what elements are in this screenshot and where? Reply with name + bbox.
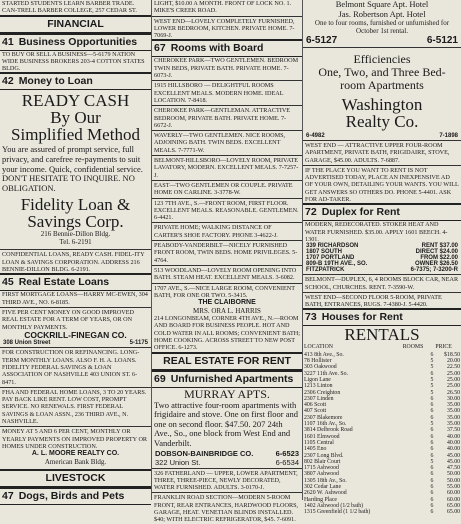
rental-rooms: 5 <box>430 358 434 365</box>
section-header-69 <box>152 370 302 388</box>
divider <box>0 387 151 388</box>
classified-ad: 123 7TH AVE., S.—FRONT ROOM, FIRST FLOOR. EXCELLENT MEALS. REASONABLE. GENTLEMEN. 6-4421. <box>154 199 299 222</box>
rental-rooms: 6 <box>430 427 434 434</box>
section-header-livestock: LIVESTOCK <box>0 469 151 487</box>
rental-rooms: 6 <box>430 395 434 402</box>
ad-headline: Belmont Square Apt. Hotel <box>335 0 429 9</box>
divider <box>152 130 302 131</box>
divider <box>0 426 151 427</box>
ad-headline: Simplified Method <box>11 125 140 145</box>
divider <box>152 222 302 223</box>
rental-price: 25.00 <box>446 370 460 377</box>
ad-contact-line <box>0 340 151 346</box>
section-number: 45 <box>2 276 14 289</box>
column-header: PRICE <box>435 344 452 351</box>
divider <box>152 240 302 241</box>
section-number: 69 <box>154 372 166 385</box>
section-title: Rooms with Board <box>170 42 264 55</box>
divider <box>303 165 461 166</box>
rental-location: 406 Scott <box>304 402 327 409</box>
rental-location: 2307 Linden <box>304 395 334 402</box>
rental-location: 78 Hollister <box>304 358 332 365</box>
rental-price: 40.00 <box>446 446 460 453</box>
column-header: ROOMS <box>402 344 424 351</box>
rental-location: 407 Scott <box>304 408 327 415</box>
section-number: 67 <box>154 42 166 55</box>
claiborne-ad <box>152 299 302 351</box>
duplex-list <box>303 243 461 273</box>
rental-price: 35.00 <box>446 402 460 409</box>
rental-location: 1105 Central <box>304 439 334 446</box>
rental-location: Ligon Lane <box>304 376 331 383</box>
rental-rooms: 6 <box>430 471 434 478</box>
column-apartments <box>303 0 461 516</box>
rental-rooms: 5 <box>430 364 434 371</box>
divider <box>152 180 302 181</box>
ad-address: 216 Bennie-Dillon Bldg. <box>40 230 111 239</box>
rental-rooms: 6 <box>430 452 434 459</box>
rental-location: 3227 11th Ave. So. <box>304 370 348 377</box>
classified-ad: TO BUY OR SELL A BUSINESS—5-6179 NATION WIDE BUSINESS BROKERS 203-4 COTTON STATES BLDG. <box>2 50 145 73</box>
ad-phone: 5-1175 <box>129 340 148 347</box>
divider <box>152 265 302 266</box>
ad-subheadline: MRS. ORA L. HARRIS <box>193 307 261 316</box>
duplex-info: FROM $22.00 <box>420 255 458 262</box>
rental-price: 55.00 <box>446 483 460 490</box>
classified-ad: STARTED STUDENTS LEARN BARBER TRADE. CAN-TRELL BARBER COLLEGE, 257 CEDAR ST. <box>2 0 137 15</box>
divider <box>152 198 302 199</box>
ad-body: You are assured of prompt service, full privacy, and carefree re-payments to suit your income. Quick, confidential service. DON'T HESITATE TO INQUIRE. NO OBLIGATION. <box>2 144 143 193</box>
rental-rooms: 5 <box>430 376 434 383</box>
rental-rooms: 6 <box>430 465 434 472</box>
ad-headline: READY CASH <box>21 91 130 111</box>
ad-contact-line <box>303 35 461 46</box>
section-number: 73 <box>305 311 317 324</box>
rental-location: 1715 Ashwood <box>304 465 339 472</box>
rental-price: 20.00 <box>446 358 460 365</box>
ad-company-name: COCKRILL-FINEGAN CO. <box>24 329 127 340</box>
rental-location: 1305 18th Av., So. <box>304 477 347 484</box>
duplex-info: DIRECT $24.00 <box>415 249 458 256</box>
duplex-address: 1807 SOUTH <box>306 249 343 256</box>
section-title: Unfurnished Apartments <box>170 372 294 385</box>
rental-location: 1315 Greenfield (1 1/2 bath) <box>304 509 371 516</box>
section-title: Duplex for Rent <box>321 206 400 219</box>
ad-headline: RENTALS <box>344 325 420 345</box>
ad-company-name: Realty Co. <box>345 112 419 131</box>
rental-price: 25.00 <box>446 383 460 390</box>
rental-price: 65.00 <box>446 509 460 516</box>
rental-price: 50.00 <box>446 471 460 478</box>
classified-ad: 513 WOODLAND—LOVELY ROOM OPENING INTO BATH. STEAM HEAT. EXCELLENT MEALS. 3-6082. <box>154 266 297 282</box>
section-header-73 <box>303 308 461 326</box>
fidelity-display-ad <box>0 90 151 248</box>
ad-headline: MURRAY APTS. <box>184 386 270 401</box>
divider <box>152 16 302 17</box>
rental-price: 45.00 <box>446 452 460 459</box>
ad-headline: room Apartments <box>340 78 424 92</box>
section-number: 42 <box>2 75 14 88</box>
ad-contact-line <box>152 449 302 458</box>
rental-price: 40.00 <box>446 433 460 440</box>
rental-price: 50.00 <box>446 477 460 484</box>
rental-location: 1601 Elmwood <box>304 433 340 440</box>
column-header: LOCATION <box>304 344 333 351</box>
divider <box>303 292 461 293</box>
rental-rooms: 6 <box>430 408 434 415</box>
classified-ad: CONFIDENTIAL LOANS, READY CASH. FIDEL-ITY LOAN & SAVINGS CORPORATION. ADDRESS 216 BENNIE-DILLON BLDG. 6-2191. <box>2 251 145 274</box>
section-title: Money to Loan <box>18 75 93 88</box>
ad-phone: 6-6534 <box>275 457 299 467</box>
duplex-address: 339 RICHARDSON <box>306 243 359 250</box>
classified-ad: PRIVATE HOME; WALKING DISTANCE OF CARTER'S SHOE FACTORY. PHONE 3-4622-J. <box>154 224 278 239</box>
ad-headline: Efficiencies <box>353 52 411 66</box>
rental-rooms: 5 <box>430 421 434 428</box>
rental-price: 47.50 <box>446 465 460 472</box>
section-header-41 <box>0 33 151 51</box>
rental-location: 2307 Blakemore <box>304 414 343 421</box>
rental-location: 413 8th Ave., So. <box>304 351 344 358</box>
table-row <box>303 509 461 515</box>
rental-location: 1402 Ashwood (1/2 bath) <box>304 502 364 509</box>
classified-ad: FHA AND FEDERAL HOME LOANS, 3 TO 20 YEARS. PAY BACK LIKE RENT. LOW COST, PROMPT SERVICE. NO RENEWALS. FIRST FEDERAL SAVINGS & LOAN ASSN., 236 THIRD AVE., N. NASHVILLE. <box>2 388 147 425</box>
classified-ad: WEST END — ATTRACTIVE UPPER FOUR-ROOM APARTMENT, PRIVATE BATH, FRIGIDAIRE, STOVE, GARAGE, $45.00. ADULTS. 7-6887. <box>305 142 450 164</box>
rental-rooms: 6 <box>430 490 434 497</box>
section-title: Dogs, Birds and Pets <box>18 490 125 503</box>
rental-price: 40.00 <box>446 439 460 446</box>
section-header-real-estate: REAL ESTATE FOR RENT <box>152 352 302 370</box>
rental-rooms: 6 <box>430 370 434 377</box>
ad-company-name: Fidelity Loan & <box>20 195 131 215</box>
divider <box>0 347 151 348</box>
rental-rooms: 6 <box>430 402 434 409</box>
rental-rooms: 6 <box>430 351 434 358</box>
rental-location: 2620 W. Ashwood <box>304 490 347 497</box>
divider <box>152 80 302 81</box>
ad-phone: 7-1898 <box>439 133 458 139</box>
rental-price: $18.50 <box>444 351 460 358</box>
ad-headline: By Our <box>50 108 101 128</box>
rental-rooms: 6 <box>430 414 434 421</box>
rental-location: 2306 Creighton <box>304 389 341 396</box>
ad-headline: Jas. Robertson Apt. Hotel <box>338 8 426 19</box>
rental-rooms: 5 <box>430 383 434 390</box>
section-header-42 <box>0 72 151 90</box>
section-number: 72 <box>305 206 317 219</box>
section-title: Business Opportunities <box>18 35 138 48</box>
rental-location: 302 Cedar Lane <box>304 483 342 490</box>
table-header-row <box>303 343 461 351</box>
ad-phone: Tel. 6-2191 <box>59 238 92 247</box>
rental-rooms: 6 <box>430 477 434 484</box>
ad-body: One to four rooms, furnished or unfurnished for October 1st rental. <box>314 19 450 35</box>
column-financial <box>0 0 152 503</box>
rental-rooms: 6 <box>430 439 434 446</box>
rental-rooms: 6 <box>430 502 434 509</box>
ad-company-name: Washington <box>341 95 423 114</box>
classified-ad: IF THE PLACE YOU WANT TO RENT IS NOT ADVERTISED TODAY, PLACE AN INEXPENSIVE AD OF YOUR OWN, DETAILING YOUR WANTS. YOU WILL GET ANSWERS SO OTHERS DO. PHONE 5-4401. ASK FOR AD-TAKER. <box>305 166 459 204</box>
classified-ad: WEST END—SECOND FLOOR 5-ROOM, PRIVATE BATH, ENTRANCES, RUGS. 7-4380-J. 5-4420. <box>305 293 442 309</box>
classified-ad: LIGHT, $10.00 A MONTH. FRONT OF LOCK NO. 1. MIKE'S CREEK ROAD. <box>154 0 292 15</box>
rental-price: 65.00 <box>446 502 460 509</box>
duplex-address: FITZPATRICK <box>306 267 345 274</box>
classified-ad: 326 FATHERLAND — UPPER, LOWER APARTMENT, THREE, THREE-PIECE, NEWLY DECORATED, WATER FURNISHED. ADULTS. 3-0170-J. <box>154 469 298 492</box>
divider <box>152 492 302 493</box>
rental-rooms: 6 <box>430 433 434 440</box>
divider <box>152 283 302 284</box>
duplex-info: 6-7375; 7-3200-R <box>410 267 458 274</box>
classified-ad: FIRST MORTGAGE LOANS—HARRY MC-EWEN, 304 THIRD AVE., NO. 6-8185. <box>2 291 148 306</box>
ad-company-name: DOBSON-BAINBRIDGE CO. <box>155 448 254 458</box>
ad-address: American Bank Bldg. <box>44 458 107 467</box>
rentals-ad <box>303 326 461 515</box>
classified-ad: MONEY AT 5 AND 6 PER CENT, MONTHLY OR YEARLY PAYMENTS ON IMPROVED PROPERTY OR HOMES UNDER CONSTRUCTION. <box>2 428 148 450</box>
classified-ad: 1707 AVE., S.—NICE LARGE ROOM, CONVENIENT BATH, FOR ONE OR TWO. 5-3415. <box>154 284 295 299</box>
rental-price: 45.00 <box>446 458 460 465</box>
rental-price: 25.00 <box>446 376 460 383</box>
rental-location: 2307 Long Blvd. <box>304 452 344 459</box>
rental-location: 1405 Eno <box>304 446 327 453</box>
rental-price: 60.00 <box>446 496 460 503</box>
classified-ad: BELMONT-HILLSBORO—LOVELY ROOM, PRIVATE LAVATORY, MODERN. EXCELLENT MEALS. 7-7257-J. <box>154 157 299 179</box>
classified-ad: 1915 HILLSBORO — DELIGHTFUL ROOMS EXCELLENT MEALS. MODERN HOME. IDEAL LOCATION. 7-8418. <box>154 82 284 104</box>
divider <box>0 307 151 308</box>
ad-address: 308 Union Street <box>3 340 51 347</box>
divider <box>152 468 302 469</box>
classified-ad: MODERN, REDECORATED. STOKER HEAT AND WATER FURNISHED. $35.00. APPLY 1601 BEECH. 4-1301. <box>305 221 448 243</box>
duplex-info: OWNER $26.50 <box>414 261 458 268</box>
section-title: Houses for Rent <box>321 311 403 324</box>
rental-location: 303 Oakwood <box>304 364 337 371</box>
divider <box>0 249 151 250</box>
rental-rooms: 6 <box>430 509 434 516</box>
rental-rooms: 5 <box>430 458 434 465</box>
rental-price: 35.00 <box>446 414 460 421</box>
rental-location: 802 Blair Court <box>304 458 341 465</box>
classified-ad: EAST—TWO GENTLEMEN OR COUPLE. PRIVATE HOME ON CARLINE. 3-3778-W. <box>154 181 293 197</box>
rental-location: 3814 Delbrook Road <box>304 427 353 434</box>
rental-location: Harding Place <box>304 496 337 503</box>
rental-location: 1213 Linton <box>304 383 333 390</box>
rentals-table <box>303 343 461 515</box>
classified-ad: WEST END—LOVELY COMPLETELY FURNISHED, LOWER BEDROOM, KITCHEN. PRIVATE HOME. 7-7069-J. <box>154 17 295 40</box>
rental-price: 26.50 <box>446 389 460 396</box>
ad-headline: One, Two, and Three Bed- <box>318 65 446 79</box>
column-rooms <box>152 0 303 524</box>
ad-body: Two attractive four-room apartments with frigidaire and stove. One on first floor and one on second floor. $47.50. 207 24th Ave., So., one block from West End and Vanderbilt. <box>154 399 298 448</box>
rooms-ad-list <box>152 57 302 299</box>
classified-ad: FRANKLIN ROAD SECTION—MODERN 5-ROOM FRONT, REAR ENTRANCES, HARDWOOD FLOORS, GARAGE, HEAT. VENETIAN BLINDS INSTALLED. $40; WITH ELECTRIC REFRIGERATOR, $45. 7-6091. <box>154 494 299 524</box>
section-header-67 <box>152 39 302 57</box>
rental-price: 37.50 <box>446 427 460 434</box>
section-header-financial: FINANCIAL <box>0 15 151 33</box>
classified-ad: FOR CONSTRUCTION OR REFINANCING. LONG-TERM MONTHLY LOANS. ALSO F. H. A. LOANS. FIDELITY FEDERAL SAVINGS & LOAN ASSOCIATION OF NASHVILLE 403 UNION ST. 6-8471. <box>2 349 140 386</box>
rental-rooms: 6 <box>430 496 434 503</box>
classified-ad: 214 LONGONBEAM, CORNER 4TH AVE., N.—ROOM AND BOARD FOR BUSINESS PEOPLE. HOT AND COLD WATER IN ALL ROOMS; CONVENIENT BATH; HOME COOKING. ACROSS STREET TO NEW POST OFFICE. 6-1273. <box>154 315 300 352</box>
divider <box>303 47 461 48</box>
divider <box>303 274 461 275</box>
list-item <box>303 267 461 273</box>
ad-contact-line <box>303 133 461 139</box>
ad-company-name: Savings Corp. <box>27 212 124 232</box>
ad-company-name: A. L. MOORE REALTY CO. <box>31 450 120 458</box>
ad-phone: 6-5121 <box>426 35 458 46</box>
rental-price: 22.50 <box>446 364 460 371</box>
duplex-address: 809-B 19TH AVE., SO. <box>306 261 368 268</box>
ad-phone: 6-5127 <box>306 35 338 46</box>
duplex-address: 1707 PORTLAND <box>306 255 355 262</box>
rental-rooms: 5 <box>430 389 434 396</box>
classified-ad: CHEROKEE PARK—GENTLEMAN. ATTRACTIVE BEDROOM, PRIVATE BATH. PRIVATE HOME. 7-6672-J. <box>154 107 291 129</box>
murray-apts-ad <box>152 388 302 467</box>
section-header-45 <box>0 273 151 291</box>
rentals-body <box>303 352 461 516</box>
rental-price: 30.00 <box>446 395 460 402</box>
section-number: 47 <box>2 490 14 503</box>
classified-ad: BELMONT—DUPLEX, 6, 4 ROOMS BLOCK CAR, NEAR SCHOOL, CHURCHES. RENT. 7-3590-W. <box>305 276 459 291</box>
ad-address: 322 Union St. <box>155 457 201 467</box>
ad-phone: 6-4982 <box>306 133 325 139</box>
ad-contact-line <box>152 458 302 467</box>
rental-price: 35.00 <box>446 421 460 428</box>
section-number: 41 <box>2 35 14 48</box>
rental-rooms: 6 <box>430 446 434 453</box>
rental-price: 60.00 <box>446 490 460 497</box>
section-header-72 <box>303 203 461 221</box>
classified-ad: FIVE PER CENT MONEY ON GOOD IMPROVED REAL ESTATE FOR A TERM OF YEARS, OR ON MONTHLY PAYMENTS. <box>2 308 135 331</box>
classified-ad: CHEROKEE PARK—TWO GENTLEMEN. BEDROOM TWIN BEDS, PRIVATE BATH. PRIVATE HOME. 7-6073-J. <box>154 57 299 80</box>
rental-location: 1107 16th Av., So. <box>304 421 347 428</box>
duplex-info: RENT $37.00 <box>421 243 458 250</box>
section-header-47 <box>0 487 151 505</box>
rental-location: 3807 Ashwood <box>304 471 339 478</box>
classified-ad: WAVERLY—TWO GENTLEMEN. NICE ROOMS, ADJOINING BATH. TWIN BEDS. EXCELLENT MEALS. 7-7771-W. <box>154 132 286 154</box>
ad-phone: 6-6523 <box>275 448 299 458</box>
divider <box>152 155 302 156</box>
rental-rooms: 6 <box>430 483 434 490</box>
rental-price: 35.00 <box>446 408 460 415</box>
classified-ad: PEABODY-VANDERBILT—NICELY FURNISHED FRONT ROOM, TWIN BEDS. HOME PRIVILEGES. 5-4764. <box>154 242 298 264</box>
section-title: Real Estate Loans <box>18 276 110 289</box>
ad-headline: THE CLAIBORNE <box>198 299 256 307</box>
divider <box>303 140 461 141</box>
divider <box>152 105 302 106</box>
washington-realty-ad <box>303 49 461 139</box>
